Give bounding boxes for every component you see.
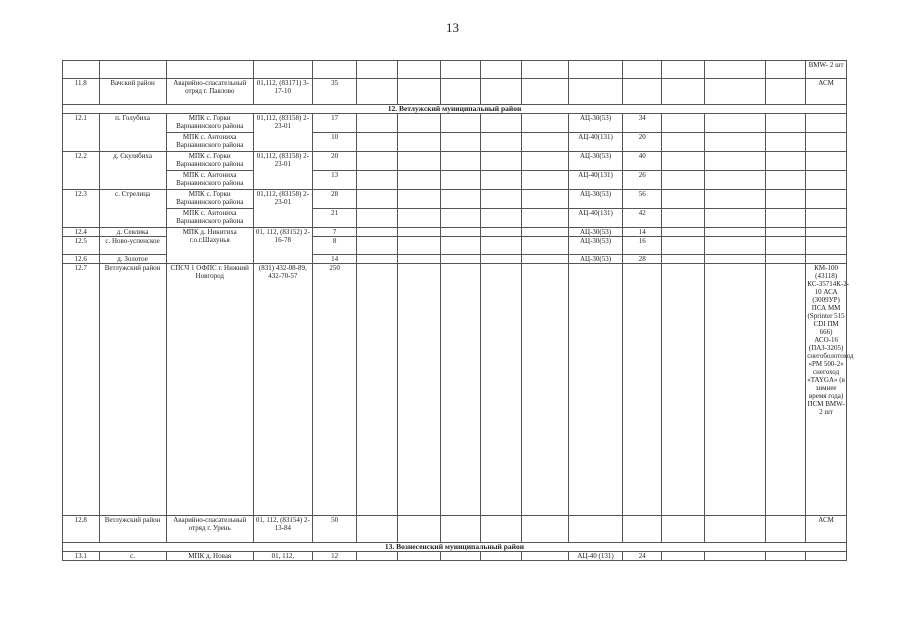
table-row: 12.2 д. Скулябиха МПК с. Горки Варнавинского района 01,112, (83158) 2-23-01 20 АЦ-30(53) 40 [63,152,847,171]
table-row: МПК с. Антониха Варнавинского района 21 АЦ-40(131) 42 [63,209,847,228]
table-row: 12.8 Ветлужский район Аварийно-спасательный отряд г. Урень 01, 112, (83154) 2-13-84 50 АСМ [63,516,847,543]
table-row: 12.4 д. Севлика МПК д. Никитиха г.о.г.Шахунья 01, 112, (83152) 2-16-78 7 АЦ-30(53) 14 [63,228,847,237]
table-row: 12.7 Ветлужский район СПСЧ 1 ОФПС г. Нижний Новгород (831) 432-08-89, 432-70-57 250 КМ-100 (43118) КС-35714К-2-10 АСА (3009УР) ПСА ММ (Sprinter 515 CDI ПМ 666) АСО-16 (ПАЗ-3205) снегоболотоход «РМ 500-2» снегоход «TAYGA» (в зимнее время года) ПСМ BMW- 2 шт [63,264,847,516]
equipment-cell: BMW- 2 шт [806,61,847,79]
table-row: 12.5 с. Ново-успенское 8 АЦ-30(53) 16 [63,237,847,255]
section-heading-row [63,543,847,552]
table-row: 12.1 п. Голубиха МПК с. Горки Варнавинского района 01,112, (83158) 2-23-01 17 АЦ-30(53) 34 [63,114,847,133]
table-row: 12.6 д. Золотое 14 АЦ-30(53) 28 [63,255,847,264]
equipment-cell: КМ-100 (43118) КС-35714К-2-10 АСА (3009УР) ПСА ММ (Sprinter 515 CDI ПМ 666) АСО-16 (ПАЗ-3205) снегоболотоход «РМ 500-2» снегоход «TAYGA» (в зимнее время года) ПСМ BMW- 2 шт [806,264,847,516]
section-title: 13. Вознесенский муниципальный район [63,543,847,552]
table-row: 13.1 с. МПК д. Новая 01, 112, 12 АЦ-40 (131) 24 [63,552,847,561]
table-row [63,61,847,79]
table-row: МПК с. Антониха Варнавинского района 13 АЦ-40(131) 26 [63,171,847,190]
table-row: 12.3 с. Стрелица МПК с. Горки Варнавинского района 01,112, (83158) 2-23-01 28 АЦ-30(53) 56 [63,190,847,209]
page-number: 13 [446,20,459,35]
table-row: 11.8 Вачский район Аварийно-спасательный отряд г. Павлово 01,112, (83171) 3-17-10 35 АСМ [63,79,847,105]
section-heading-row [63,105,847,114]
section-title: 12. Ветлужский муниципальный район [63,105,847,114]
table-row: МПК с. Антониха Варнавинского района 10 АЦ-40(131) 20 [63,133,847,152]
data-table [62,60,854,561]
